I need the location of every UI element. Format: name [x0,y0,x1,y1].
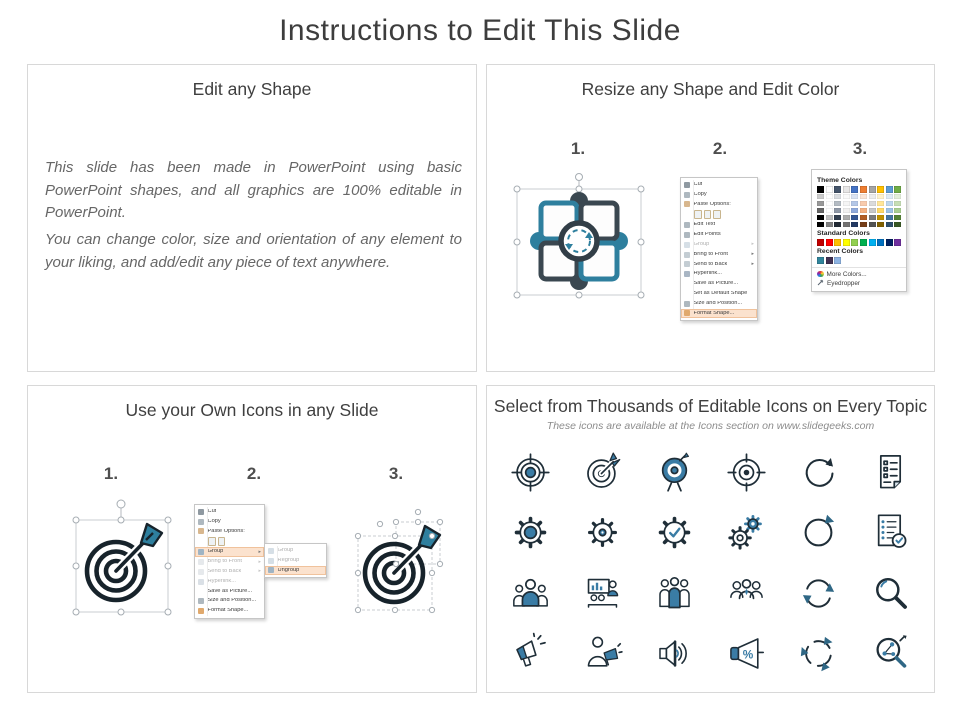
color-swatch[interactable] [817,208,824,214]
color-swatch[interactable] [826,201,833,207]
target-crosshair-icon[interactable] [725,451,768,494]
color-swatch[interactable] [826,222,833,228]
theme-colors-label: Theme Colors [817,176,863,184]
more-colors-label: More Colors... [826,270,867,278]
color-swatch[interactable] [886,208,893,214]
regroup-icon [268,558,274,564]
menu-item-label: Copy [693,191,707,197]
paste-option-icon[interactable] [208,537,216,546]
person-megaphone-icon[interactable] [581,632,624,675]
color-swatch[interactable] [817,215,824,221]
menu-item-group[interactable] [195,547,264,557]
theme-tint-row [817,208,901,214]
color-swatch[interactable] [886,215,893,221]
menu-item-label: Size and Position... [207,598,257,604]
hyperlink-icon [684,271,690,277]
step-number: 2. [712,139,728,158]
submenu-arrow-icon: ▸ [751,260,754,267]
target-dart-icon[interactable] [581,451,624,494]
panel-icon-library [486,385,935,693]
menu-item-edit-points[interactable] [681,230,757,240]
color-swatch[interactable] [877,215,884,221]
recent-colors-label: Recent Colors [817,248,864,256]
color-swatch[interactable] [877,222,884,228]
color-swatch[interactable] [860,201,867,207]
gear-check-icon[interactable] [653,511,696,554]
size-position-icon [198,598,204,604]
color-swatch[interactable] [817,201,824,207]
scissors-icon [198,509,204,515]
copy-icon [198,519,204,525]
menu-item-bring-to-front[interactable] [681,250,757,260]
magnifier-analytics-icon[interactable] [869,632,912,675]
color-swatch[interactable] [894,222,901,228]
color-swatch[interactable] [860,194,867,200]
ungrouped-target-icon-graphic [336,494,458,644]
menu-item-label: Paste Options: [207,528,245,534]
body-paragraph: This slide has been made in PowerPoint using basic PowerPoint shapes, and all graphics are 100% editable in PowerPoint. [45,159,462,221]
bring-front-icon [198,559,204,565]
color-swatch[interactable] [834,222,841,228]
color-picker [811,169,907,292]
color-swatch[interactable] [860,239,867,246]
gear-filled-icon[interactable] [509,511,552,554]
menu-item-paste-options[interactable] [195,527,264,537]
format-shape-icon [684,310,690,316]
body-paragraph: You can change color, size and orientation of any element to your liking, and add/edit any piece of text anywhere. [45,231,462,271]
color-swatch[interactable] [851,208,858,214]
none-icon [198,588,204,594]
color-swatch[interactable] [826,186,833,193]
color-swatch[interactable] [834,208,841,214]
menu-item-set-as-default-shape[interactable] [681,289,757,299]
submenu-arrow-icon: ▸ [258,558,261,565]
paste-options-row [681,209,757,220]
arrow-circle-icon[interactable] [797,511,840,554]
menu-item-label: Send to Back [207,569,242,575]
menu-item-label: Hyperlink... [693,271,722,277]
menu-item-label: Group [277,548,294,554]
standard-colors-row [817,239,901,246]
step-number: 1. [570,139,586,158]
menu-item-label: Cut [693,182,703,188]
menu-item-label: Set as Default Shape [693,291,748,297]
paste-option-icon[interactable] [704,210,712,219]
group-icon [684,242,690,248]
megaphone-percent-icon[interactable] [725,632,768,675]
clipboard-icon [198,528,204,534]
color-swatch[interactable] [886,194,893,200]
theme-tint-row [817,222,901,228]
theme-tint-row [817,194,901,200]
more-colors-item[interactable] [817,269,901,279]
color-swatch[interactable] [817,194,824,200]
speaker-waves-icon[interactable] [653,632,696,675]
menu-item-label: Save as Picture... [693,281,739,287]
color-swatch[interactable] [860,222,867,228]
presentation-audience-icon[interactable] [581,572,624,615]
menu-item-label: Format Shape... [207,608,249,614]
context-menu [194,504,300,619]
color-swatch[interactable] [826,215,833,221]
rotation-handle[interactable] [576,174,583,181]
color-swatch[interactable] [843,186,850,193]
paste-options-row [195,536,264,547]
color-swatch[interactable] [894,194,901,200]
dartboard-dart-icon[interactable] [653,451,696,494]
color-swatch[interactable] [877,239,884,246]
color-swatch[interactable] [817,257,824,264]
group-icon [268,548,274,554]
gears-double-icon[interactable] [725,511,768,554]
paste-option-icon[interactable] [218,537,226,546]
submenu-arrow-icon: ▸ [751,241,754,248]
color-swatch[interactable] [843,201,850,207]
gear-dot-icon[interactable] [581,511,624,554]
menu-item-label: Edit Points [693,232,721,238]
menu-item-label: Edit Text [693,222,716,228]
magnifier-icon[interactable] [869,572,912,615]
theme-tint-row [817,215,901,221]
send-back-icon [198,569,204,575]
standard-colors-label: Standard Colors [817,229,870,237]
menu-item-save-as-picture[interactable] [195,587,264,597]
panel-title: Use your Own Icons in any Slide [125,400,379,420]
color-swatch[interactable] [877,208,884,214]
menu-item-label: Size and Position... [693,300,743,306]
slide-title: Instructions to Edit This Slide [279,14,681,47]
menu-item-ungroup[interactable] [265,566,326,576]
color-swatch[interactable] [817,239,824,246]
menu-item-paste-options[interactable] [681,200,757,210]
menu-item-label: Bring to Front [207,559,242,565]
color-swatch[interactable] [834,194,841,200]
hyperlink-icon [198,579,204,585]
menu-item-cut[interactable] [681,180,757,190]
menu-item-label: Hyperlink... [207,578,236,584]
color-swatch[interactable] [826,257,833,264]
color-swatch[interactable] [894,201,901,207]
menu-item-send-to-back[interactable] [195,567,264,577]
size-position-icon [684,301,690,307]
color-swatch[interactable] [869,186,876,193]
color-swatch[interactable] [869,239,876,246]
group-submenu [264,543,327,578]
color-swatch[interactable] [860,208,867,214]
menu-item-label: Group [207,549,224,555]
color-swatch[interactable] [834,257,841,264]
color-swatch[interactable] [869,201,876,207]
target-crosshair-filled-icon[interactable] [509,451,552,494]
color-swatch[interactable] [851,186,858,193]
menu-item-save-as-picture[interactable] [681,279,757,289]
arrow-rotate-icon[interactable] [797,451,840,494]
color-swatch[interactable] [851,201,858,207]
menu-item-bring-to-front[interactable] [195,557,264,567]
clipboard-icon [684,201,690,207]
menu-item-label: Paste Options: [693,201,731,207]
menu-item-label: Ungroup [277,567,300,573]
icon-library-grid [495,442,926,684]
send-back-icon [684,261,690,267]
people-group-icon[interactable] [509,572,552,615]
submenu-arrow-icon: ▸ [258,568,261,575]
team-standing-icon[interactable] [653,572,696,615]
scissors-icon [684,182,690,188]
color-swatch[interactable] [826,239,833,246]
menu-item-copy[interactable] [195,517,264,527]
panel-subtitle: These icons are available at the Icons section on www.slidegeeks.com [546,420,875,432]
color-swatch[interactable] [860,215,867,221]
color-swatch[interactable] [843,208,850,214]
color-swatch[interactable] [869,208,876,214]
menu-item-send-to-back[interactable] [681,260,757,270]
menu-item-size-and-position[interactable] [681,299,757,309]
sync-arrows-icon[interactable] [797,572,840,615]
paste-option-icon[interactable] [694,210,702,219]
svg-text:%: % [742,647,754,662]
bring-front-icon [684,252,690,258]
context-menu [680,177,758,321]
color-swatch[interactable] [886,201,893,207]
menu-item-copy[interactable] [681,190,757,200]
panel-title: Select from Thousands of Editable Icons on Every Topic [493,396,928,416]
document-checklist-icon[interactable] [869,451,912,494]
menu-item-regroup[interactable] [265,556,326,566]
color-swatch[interactable] [877,194,884,200]
color-swatch[interactable] [869,215,876,221]
theme-tint-row [817,201,901,207]
color-swatch[interactable] [886,239,893,246]
step-number: 2. [246,464,262,483]
panel-title: Resize any Shape and Edit Color [581,79,840,99]
color-swatch[interactable] [843,215,850,221]
color-swatch[interactable] [860,186,867,193]
color-swatch[interactable] [834,215,841,221]
menu-item-label: Copy [207,518,221,524]
menu-item-size-and-position[interactable] [195,596,264,606]
color-swatch[interactable] [877,186,884,193]
panel-resize-and-color [486,64,935,372]
color-wheel-icon [817,271,824,278]
color-swatch[interactable] [886,186,893,193]
color-swatch[interactable] [886,222,893,228]
color-swatch[interactable] [851,194,858,200]
color-swatch[interactable] [834,239,841,246]
copy-icon [684,192,690,198]
people-trio-icon[interactable] [725,572,768,615]
none-icon [684,281,690,287]
submenu-arrow-icon: ▸ [751,251,754,258]
menu-item-label: Regroup [277,557,300,563]
paste-option-icon[interactable] [713,210,721,219]
menu-item-label: Format Shape... [693,310,735,316]
color-swatch[interactable] [894,215,901,221]
menu-item-group[interactable] [265,546,326,556]
panel-title: Edit any Shape [192,79,312,99]
color-swatch[interactable] [843,239,850,246]
eyedropper-item[interactable] [817,279,901,289]
selected-shape-graphic [503,169,655,319]
none-icon [684,291,690,297]
step-number: 1. [103,464,119,483]
step-number: 3. [388,464,404,483]
color-swatch[interactable] [843,194,850,200]
menu-item-group[interactable] [681,240,757,250]
color-swatch[interactable] [894,208,901,214]
recent-colors-row [817,257,901,264]
format-shape-icon [198,608,204,614]
color-swatch[interactable] [851,222,858,228]
color-swatch[interactable] [894,186,901,193]
eyedropper-icon [817,279,824,288]
step-number: 3. [852,139,868,158]
color-swatch[interactable] [826,208,833,214]
panel-own-icons [27,385,477,693]
menu-item-cut[interactable] [195,507,264,517]
cycle-arrows-icon[interactable] [797,632,840,675]
menu-item-hyperlink[interactable] [195,577,264,587]
color-swatch[interactable] [869,222,876,228]
edit-text-icon [684,222,690,228]
ungroup-icon [268,567,274,573]
divider [812,267,906,268]
panel-edit-any-shape [27,64,477,372]
menu-item-label: Group [693,242,710,248]
color-swatch[interactable] [834,201,841,207]
grouped-target-icon-graphic [64,494,180,644]
menu-item-label: Save as Picture... [207,588,253,594]
edit-points-icon [684,232,690,238]
megaphone-icon[interactable] [509,632,552,675]
color-swatch[interactable] [834,186,841,193]
checklist-approved-icon[interactable] [869,511,912,554]
rotation-handle[interactable] [117,500,125,508]
menu-item-label: Send to Back [693,261,728,267]
color-swatch[interactable] [894,239,901,246]
color-swatch[interactable] [817,222,824,228]
group-icon [198,549,204,555]
menu-item-edit-text[interactable] [681,220,757,230]
color-swatch[interactable] [851,239,858,246]
menu-item-label: Bring to Front [693,251,728,257]
color-swatch[interactable] [869,194,876,200]
color-swatch[interactable] [851,215,858,221]
menu-item-hyperlink[interactable] [681,269,757,279]
color-swatch[interactable] [826,194,833,200]
menu-item-label: Cut [207,509,217,515]
color-swatch[interactable] [817,186,824,193]
submenu-arrow-icon: ▸ [258,548,261,555]
color-swatch[interactable] [877,201,884,207]
menu-item-format-shape[interactable] [195,606,264,616]
menu-item-format-shape[interactable] [681,309,757,319]
color-swatch[interactable] [843,222,850,228]
theme-colors-row [817,186,901,193]
eyedropper-label: Eyedropper [827,280,861,288]
